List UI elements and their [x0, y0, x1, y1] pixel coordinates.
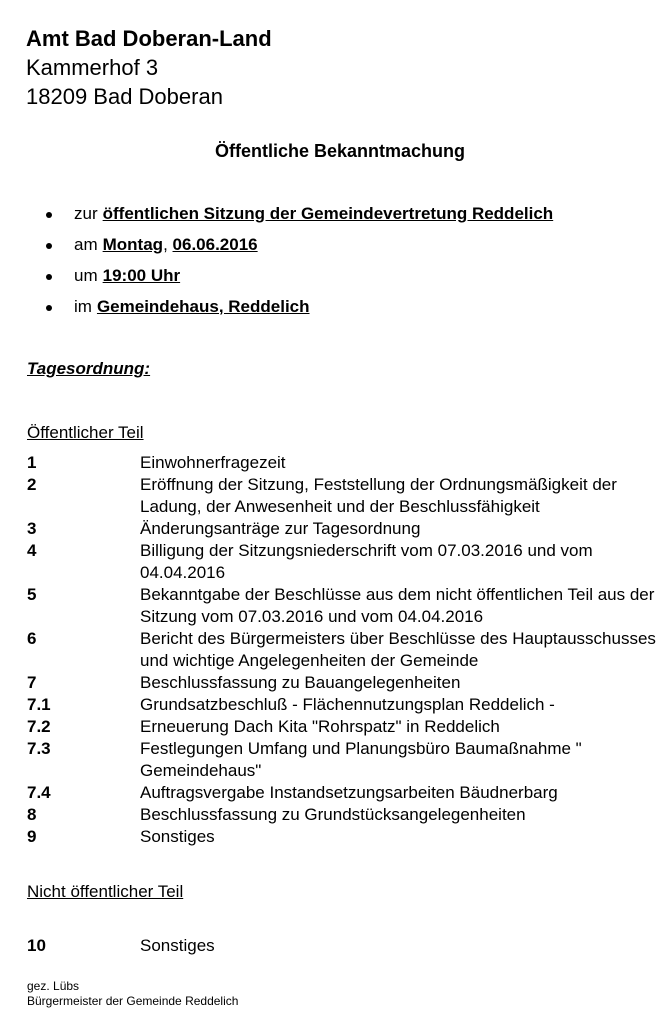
agenda-item-text: Auftragsvergabe Instandsetzungsarbeiten Bäudnerbarg [140, 783, 558, 802]
agenda-item [27, 672, 657, 694]
public-part-label: Öffentlicher Teil [27, 423, 144, 442]
agenda-item-number: 10 [27, 936, 46, 955]
agenda-item-number: 1 [27, 453, 37, 472]
agenda-item-number: 7.1 [27, 695, 51, 714]
agenda-item [27, 452, 657, 474]
agenda-item-text: Erneuerung Dach Kita "Rohrspatz" in Reddelich [140, 717, 500, 736]
detail-prefix: im [74, 296, 92, 316]
agenda-item [27, 474, 657, 518]
agenda-item-number: 2 [27, 475, 37, 494]
document-title: Öffentliche Bekanntmachung [214, 141, 466, 161]
bullet-icon [46, 274, 52, 280]
bullet-icon [46, 305, 52, 311]
agenda-item-text: Beschlussfassung zu Bauangelegenheiten [140, 673, 461, 692]
agenda-item [27, 694, 657, 716]
agenda-item-number: 3 [27, 519, 37, 538]
agenda-item-text: Festlegungen Umfang und Planungsbüro Baumaßnahme " Gemeindehaus" [140, 739, 582, 780]
sender-name: Amt Bad Doberan-Land [26, 26, 272, 51]
sender-city: 18209 Bad Doberan [26, 84, 223, 109]
signature-block [27, 979, 238, 1009]
agenda-item-number: 8 [27, 805, 37, 824]
agenda-item-text: Sonstiges [140, 936, 215, 955]
agenda-item-number: 4 [27, 541, 37, 560]
agenda-item [27, 804, 657, 826]
detail-value: Gemeindehaus, Reddelich [96, 296, 310, 316]
agenda-item-text: Billigung der Sitzungsniederschrift vom 07.03.2016 und vom 04.04.2016 [140, 541, 593, 582]
agenda-item-text: Änderungsanträge zur Tagesordnung [140, 519, 421, 538]
detail-item-location [46, 291, 553, 322]
agenda-item [27, 540, 657, 584]
agenda-item [27, 935, 657, 957]
detail-prefix: am [74, 234, 98, 254]
agenda-item-number: 7.3 [27, 739, 51, 758]
agenda-item-number: 7 [27, 673, 37, 692]
meeting-details [46, 198, 553, 322]
agenda-item [27, 738, 657, 782]
detail-separator: , [163, 234, 168, 254]
agenda-item [27, 716, 657, 738]
agenda-heading: Tagesordnung: [27, 359, 151, 378]
agenda-item-text: Grundsatzbeschluß - Flächennutzungsplan Reddelich - [140, 695, 555, 714]
agenda-item-text: Eröffnung der Sitzung, Feststellung der Ordnungsmäßigkeit der Ladung, der Anwesenheit und der Beschlussfähigkeit [140, 475, 617, 516]
agenda-item [27, 518, 657, 540]
detail-value: 19:00 Uhr [102, 265, 181, 285]
private-part-label: Nicht öffentlicher Teil [27, 882, 184, 901]
signature-title: Bürgermeister der Gemeinde Reddelich [27, 994, 239, 1008]
agenda-item [27, 782, 657, 804]
private-agenda-list [27, 935, 657, 957]
agenda-item-text: Sonstiges [140, 827, 215, 846]
public-agenda-list [27, 452, 657, 848]
detail-item-date [46, 229, 553, 260]
agenda-item [27, 826, 657, 848]
agenda-item-text: Einwohnerfragezeit [140, 453, 286, 472]
signature-name: gez. Lübs [27, 979, 80, 993]
agenda-item-number: 7.4 [27, 783, 51, 802]
sender-address [26, 24, 272, 111]
detail-prefix: zur [74, 203, 98, 223]
agenda-item-text: Beschlussfassung zu Grundstücksangelegenheiten [140, 805, 526, 824]
agenda-item-text: Bekanntgabe der Beschlüsse aus dem nicht öffentlichen Teil aus der Sitzung vom 07.03.2016 und vom 04.04.2016 [140, 585, 655, 626]
detail-value-date: 06.06.2016 [172, 234, 258, 254]
detail-item-meeting [46, 198, 553, 229]
agenda-item-number: 6 [27, 629, 37, 648]
detail-value: Montag [102, 234, 164, 254]
agenda-item [27, 584, 657, 628]
sender-street: Kammerhof 3 [26, 55, 159, 80]
detail-item-time [46, 260, 553, 291]
agenda-item [27, 628, 657, 672]
detail-prefix: um [74, 265, 98, 285]
agenda-item-text: Bericht des Bürgermeisters über Beschlüsse des Hauptausschusses und wichtige Angelegenheiten der Gemeinde [140, 629, 656, 670]
agenda-item-number: 9 [27, 827, 37, 846]
bullet-icon [46, 212, 52, 218]
agenda-item-number: 5 [27, 585, 37, 604]
agenda-item-number: 7.2 [27, 717, 51, 736]
detail-value: öffentlichen Sitzung der Gemeindevertretung Reddelich [102, 203, 554, 223]
bullet-icon [46, 243, 52, 249]
